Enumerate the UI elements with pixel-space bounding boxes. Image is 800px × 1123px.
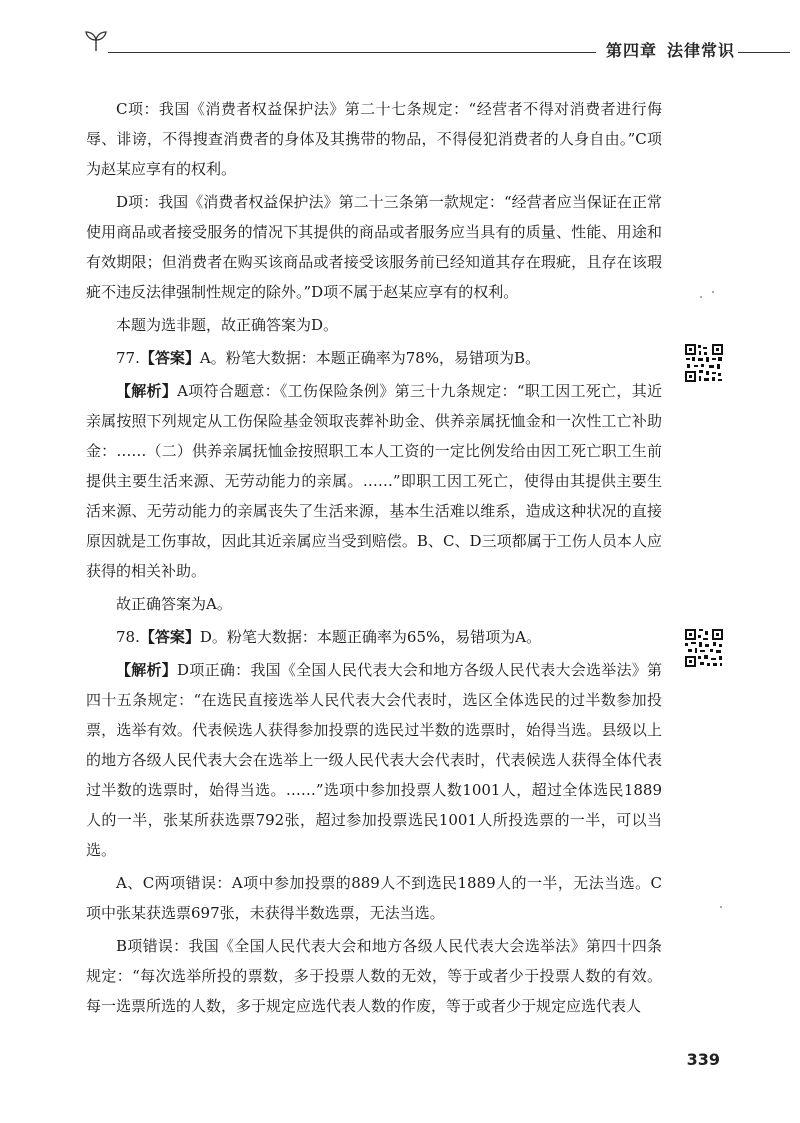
page-header (0, 0, 800, 70)
header-rule-left (108, 52, 596, 53)
q78-ac-options: A、C两项错误：A项中参加投票的889人不到选民1889人的一半，无法当选。C项中张某获选票697张，未获得半数选票，无法当选。 (86, 874, 662, 922)
q77-conclusion: 故正确答案为A。 (116, 595, 232, 613)
q78-analysis (86, 655, 662, 865)
q77-analysis-label: 【解析】 (116, 382, 178, 400)
chapter-number: 第四章 (606, 41, 658, 60)
q77-analysis (86, 376, 662, 586)
q77-answer (86, 343, 662, 373)
chapter-title: 法律常识 (667, 41, 736, 60)
q78-answer-label: 【答案】 (139, 628, 200, 646)
scan-speck (700, 296, 702, 298)
scan-speck (712, 291, 714, 293)
header-rule-right (738, 52, 790, 53)
page-number: 339 (686, 1050, 720, 1069)
q78-answer-text: D。粉笔大数据：本题正确率为65%，易错项为A。 (199, 628, 542, 646)
page-body (86, 94, 662, 1024)
q77-analysis-text: A项符合题意：《工伤保险条例》第三十九条规定：“职工因工死亡，其近亲属按照下列规定从工伤保险基金领取丧葬补助金、供养亲属抚恤金和一次性工亡补助金：……（二）供养亲属抚恤金按照职工本人工资的一定比例发给由因工死亡职工生前提供主要生活来源、无劳动能力的亲属。……”即职工因工死亡，使得由其提供主要生活来源、无劳动能力的亲属丧失了生活来源，基本生活难以维系，造成这种状况的直接原因就是工伤事故，因此其近亲属应当受到赔偿。B、C、D三项都属于工伤人员本人应获得的相关补助。 (86, 382, 662, 580)
qr-code-icon[interactable] (684, 343, 724, 383)
q78-analysis-label: 【解析】 (116, 661, 178, 679)
paragraph-q76-conclusion: 本题为选非题，故正确答案为D。 (116, 316, 339, 334)
q78-answer (86, 622, 662, 652)
q78-b-option: B项错误：我国《全国人民代表大会和地方各级人民代表大会选举法》第四十四条规定：“每次选举所投的票数，多于投票人数的无效，等于或者少于投票人数的有效。每一选票所选的人数，多于规定应选代表人数的作废，等于或者少于规定应选代表人 (86, 937, 662, 1015)
scan-speck (720, 906, 722, 908)
sprout-logo-icon (84, 30, 108, 52)
qr-code-icon[interactable] (684, 628, 724, 668)
q78-analysis-text: D项正确：我国《全国人民代表大会和地方各级人民代表大会选举法》第四十五条规定：“在选民直接选举人民代表大会代表时，选区全体选民的过半数参加投票，选举有效。代表候选人获得参加投票的选民过半数的选票时，始得当选。县级以上的地方各级人民代表大会在选举上一级人民代表大会代表时，代表候选人获得全体代表过半数的选票时，始得当选。……”选项中参加投票人数1001人，超过全体选民1889人的一半，张某所获选票792张，超过参加投票选民1001人所投选票的一半，可以当选。 (86, 661, 662, 859)
q77-answer-text: A。粉笔大数据：本题正确率为78%，易错项为B。 (199, 349, 541, 367)
q77-answer-label: 【答案】 (139, 349, 200, 367)
paragraph-d-option: D项：我国《消费者权益保护法》第二十三条第一款规定：“经营者应当保证在正常使用商品或者接受服务的情况下其提供的商品或者服务应当具有的质量、性能、用途和有效期限；但消费者在购买该商品或者接受该服务前已经知道其存在瑕疵，且存在该瑕疵不违反法律强制性规定的除外。”D项不属于赵某应享有的权利。 (86, 193, 662, 301)
q77-number: 77. (116, 349, 140, 367)
paragraph-c-option: C项：我国《消费者权益保护法》第二十七条规定：“经营者不得对消费者进行侮辱、诽谤，不得搜查消费者的身体及其携带的物品，不得侵犯消费者的人身自由。”C项为赵某应享有的权利。 (86, 100, 662, 178)
chapter-heading (606, 38, 735, 61)
q78-number: 78. (116, 628, 140, 646)
